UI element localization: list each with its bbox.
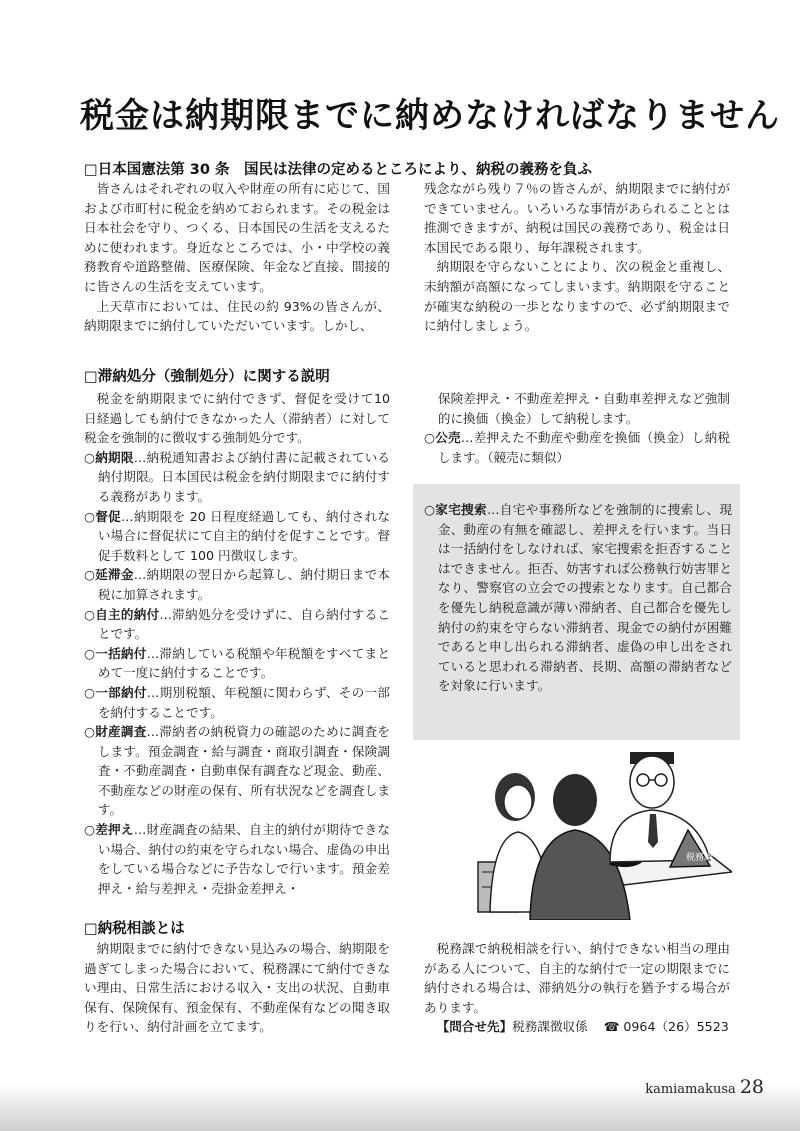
section3-left-column [84,939,390,1037]
term-kataku-sosaku: ○家宅捜索…自宅や事務所などを強制的に捜索し、現金、動産の有無を確認し、差押えを行います。当日は一括納付をしなければ、家宅捜索を拒否することはできません。拒否、妨害すれば公務執行妨害罪となり、警察官の立会での捜索となります。自己都合を優先し納税意識が薄い滞納者、自己都合を優先し納付の約束を守らない滞納者、現金での納付が困難であると申し出られる滞納者、虚偽の申し出をされていると思われる滞納者、長期、高額の滞納者などを対象に行います。 [424,502,732,694]
section-heading-consultation: □納税相談とは [84,921,185,937]
section1-left-column [84,179,390,336]
paragraph: 皆さんはそれぞれの収入や財産の所有に応じて、国および市町村に税金を納めておられます。その税金は日本社会を守り、つくる、日本国民の生活を支えるために使われます。身近なところでは、小・中学校の義務教育や道路整備、医療保険、年金など直接、間接的に皆さんの生活を支えています。 [84,181,390,294]
term-kobai: ○公売…差押えた不動産や動産を換価（換金）し納税します。（競売に類似） [424,430,730,465]
page-title: 税金は納期限までに納めなければなりません [80,96,780,136]
section1-right-column [424,179,730,336]
tax-consultation-illustration [470,742,732,920]
term-tokusoku: ○督促…納期限を 20 日程度経過しても、納付されない場合に督促状にて自主的納付を促すことです。督促手数料として 100 円徴収します。 [84,508,390,563]
footer-site-name: kamiamakusa [645,1082,736,1097]
sign-label: 税務課 [686,853,714,863]
term-sashiosae: ○差押え…財産調査の結果、自主的納付が期待できない場合、納付の約束を守られない場合、虚偽の申出をしている場合などに予告なしで行います。預金差押え・給与差押え・売掛金差押え・ [84,822,390,896]
paragraph: 残念ながら残り７％の皆さんが、納期限までに納付ができていません。いろいろな事情があられることとは推測できますが、納税は国民の義務であり、税金は日本国民である限り、毎年課税されます。 [424,181,730,255]
home-search-text [424,500,732,696]
term-jishuteki-nofu: ○自主的納付…滞納処分を受けずに、自ら納付することです。 [84,606,390,642]
section-heading-enforcement: □滞納処分（強制処分）に関する説明 [84,369,330,385]
contact-info: 【問合せ先】税務課徴収係 ☎ 0964（26）5523 [436,1019,729,1035]
section2-left-column [84,389,390,898]
section3-right-column [424,939,730,1037]
term-ichibu-nofu: ○一部納付…期別税額、年税額に関わらず、その一部を納付することです。 [84,684,390,720]
page-footer [645,1076,764,1098]
section-heading-constitution: □日本国憲法第 30 条 国民は法律の定めるところにより、納税の義務を負ふ [84,162,592,178]
page-number: 28 [739,1076,764,1098]
term-noukigen: ○納期限…納税通知書および納付書に記載されている納付期限。日本国民は税金を納付期限までに納付する義務があります。 [84,449,390,504]
paragraph-continued: 保険差押え・不動産差押え・自動車差押えなど強制的に換価（換金）して納税します。 [437,391,730,426]
intro-paragraph: 税金を納期限までに納付できず、督促を受けて10 日経過しても納付できなかった人（滞納者）に対して税金を強制的に徴収する強制処分です。 [84,391,390,446]
section2-right-column [424,389,730,467]
paragraph: 納期限を守らないことにより、次の税金と重複し、未納額が高額になってしまいます。納期限を守ることが確実な納税の一歩となりますので、必ず納期限までに納付しましょう。 [424,259,730,334]
paragraph: 納期限までに納付できない見込みの場合、納期限を過ぎてしまった場合において、税務課にて納付できない理由、日常生活における収入・支出の状況、自動車保有、保険保有、預金保有、不動産保有などの聞き取りを行い、納付計画を立てます。 [84,941,390,1035]
term-ikkatsu-nofu: ○一括納付…滞納している税額や年税額をすべてまとめて一度に納付することです。 [84,645,391,681]
paragraph: 税務課で納税相談を行い、納付できない相当の理由がある人について、自主的な納付で一定の期限までに納付される場合は、滞納処分の執行を猶予する場合があります。 [424,941,730,1015]
term-entaikin: ○延滞金…納期限の翌日から起算し、納付期日まで本税に加算されます。 [84,567,390,602]
term-zaisan-chosa: ○財産調査…滞納者の納税資力の確認のために調査をします。預金調査・給与調査・商取引調査・保険調査・不動産調査・自動車保有調査など現金、動産、不動産などの財産の保有、所有状況などを調査します。 [84,724,390,818]
paragraph: 上天草市においては、住民の約 93%の皆さんが、納期限までに納付していただいています。しかし、 [84,298,390,334]
